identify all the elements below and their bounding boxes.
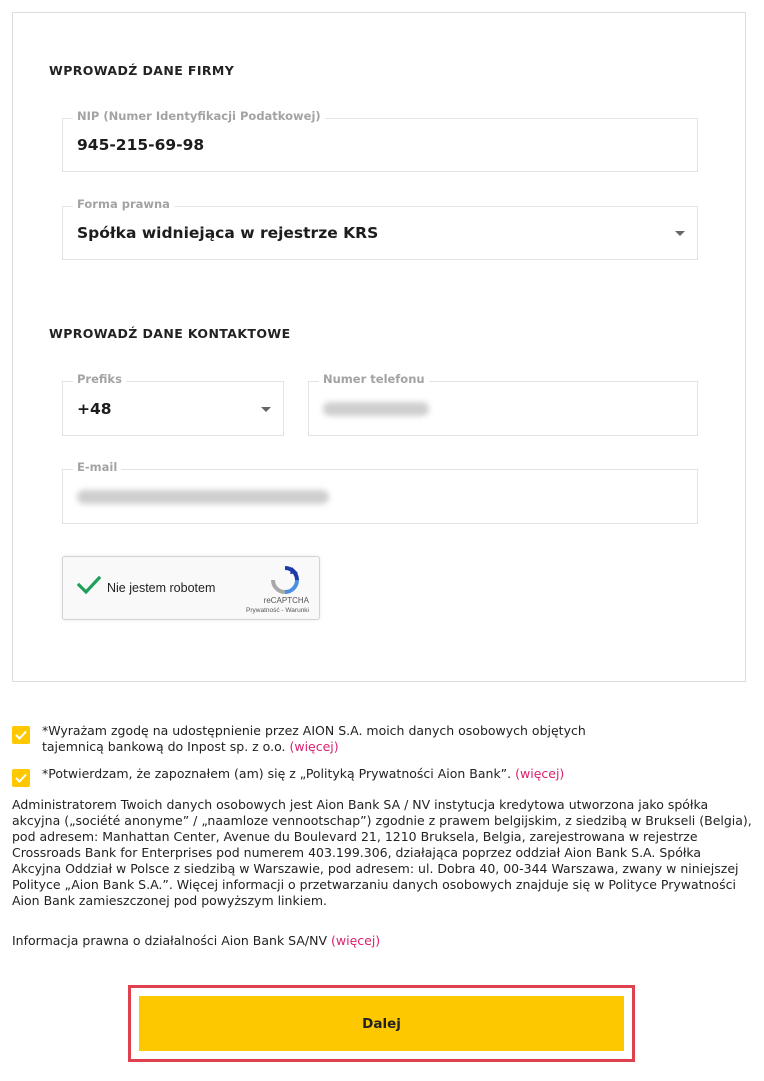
prefix-value: +48 [77,399,112,418]
consent-text: *Potwierdzam, że zapoznałem (am) się z „Polityką Prywatności Aion Bank”. [42,766,512,781]
phone-value-blurred [323,402,429,416]
legal-info-line [12,933,752,949]
chevron-down-icon [261,407,271,412]
recaptcha-brand: reCAPTCHA [263,596,309,605]
phone-field[interactable] [308,372,698,436]
recaptcha-widget[interactable] [62,556,320,620]
legal-form-select[interactable] [62,197,698,260]
email-field[interactable] [62,460,698,524]
email-value-blurred [77,490,329,504]
consent-checkbox[interactable] [12,769,30,787]
nip-value[interactable]: 945-215-69-98 [77,136,205,154]
nip-label: NIP (Numer Identyfikacji Podatkowej) [73,109,325,123]
recaptcha-links[interactable]: Prywatność - Warunki [246,607,309,614]
checkmark-icon[interactable] [77,575,101,599]
recaptcha-logo-icon [270,565,300,599]
recaptcha-label: Nie jestem robotem [107,581,216,595]
phone-label: Numer telefonu [319,372,429,386]
prefix-label: Prefiks [73,372,126,386]
legal-info-text: Informacja prawna o działalności Aion Bank SA/NV [12,933,328,948]
legal-form-value: Spółka widniejąca w rejestrze KRS [77,224,379,242]
consent-item-data-sharing [12,723,622,755]
consent-checkbox[interactable] [12,726,30,744]
legal-form-label: Forma prawna [73,197,174,211]
consent-item-privacy-policy [12,766,742,787]
more-link[interactable]: (więcej) [515,766,565,781]
nip-field[interactable] [62,109,698,172]
prefix-select[interactable] [62,372,284,436]
next-button[interactable]: Dalej [139,996,624,1051]
admin-info-paragraph: Administratorem Twoich danych osobowych jest Aion Bank SA / NV instytucja kredytowa utworzona jako spółka akcyjna („société anonyme” / „naamloze vennootschap”) zgodnie z prawem belgijskim, z siedzibą w Brukseli (Belgia), pod adresem: Manhattan Center, Avenue du Boulevard 21, 1210 Bruksela, Belgia, zarejestrowana w rejestrze Crossroads Bank for Enterprises pod numerem 403.199.306, działająca poprzez oddział Aion Bank S.A. Spółka Akcyjna Oddział w Polsce z siedzibą w Warszawie, pod adresem: ul. Dobra 40, 00-344 Warszawa, zwany w niniejszej Polityce „Aion Bank S.A.”. Więcej informacji o przetwarzaniu danych osobowych znajduje się w Polityce Prywatności Aion Bank zamieszczonej pod powyższym linkiem. [12,797,752,908]
email-label: E-mail [73,460,121,474]
more-link[interactable]: (więcej) [289,739,339,754]
contact-section-title: WPROWADŹ DANE KONTAKTOWE [49,326,291,341]
chevron-down-icon [675,231,685,236]
highlight-frame [128,985,635,1062]
consent-text: *Wyrażam zgodę na udostępnienie przez AION S.A. moich danych osobowych objętych tajemnicą bankową do Inpost sp. z o.o. [42,723,586,754]
more-link[interactable]: (więcej) [331,933,381,948]
company-section-title: WPROWADŹ DANE FIRMY [49,63,235,78]
